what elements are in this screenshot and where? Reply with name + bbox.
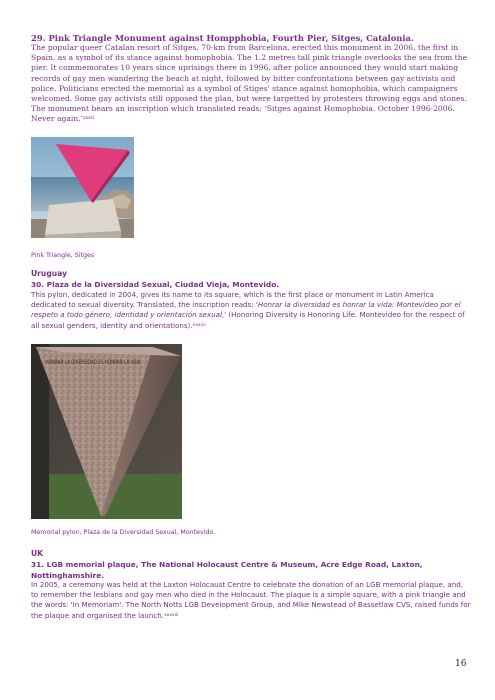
- section-31-body: In 2005, a ceremony was held at the Laxton Holocaust Centre to celebrate the donation of an LGB memorial plaque, and, to remember the lesbians and gay men who died in the Holocaust. The plaque is a simple square, with a pink triangle and the words: 'In Memoriam'. The North Notts LGB Development Group, and Mike Newstead of Bassetlaw CVS, raised funds for the plaque and organised the launch.$^{xxxviii}$: [31, 580, 471, 620]
- section-30-heading: 30. Plaza de la Diversidad Sexual, Ciudad Vieja, Montevido.: [31, 280, 280, 289]
- pylon-inscription: HONRAR LA DIVERSIDAD ES HONRAR LA VIDA: [45, 358, 141, 366]
- section-30-body: This pylon, dedicated in 2004, gives its name to its square, which is the first place or monument in Latin America dedicated to sexual diversity. Translated, the inscription reads: 'Honrar la diversidad es honrar la vida: Montevideo por el respeto a todo género, identidad y orientación sexual,' (Honoring Diversity is Honoring Life. Montevideo for the respect of all sexual genders, identity and orientations).$^{xxxvii}$: [31, 290, 465, 330]
- sitges-photo: [31, 137, 134, 238]
- montevideo-caption: Memorial pylon, Plaza de la Diversidad Sexual, Montevido.: [31, 529, 216, 536]
- montevideo-photo: [31, 344, 182, 519]
- pink-triangle-photo-image: [31, 137, 134, 238]
- footnote-marker: xxxviii: [164, 612, 179, 618]
- footnote-marker: xxxvii: [192, 322, 206, 328]
- country-uruguay: Uruguay: [31, 269, 67, 278]
- section-31-heading: 31. LGB memorial plaque, The National Holocaust Centre & Museum, Acre Edge Road, Laxton, Nottinghamshire.: [31, 560, 423, 580]
- footnote-marker: xxxvi: [83, 116, 95, 122]
- sitges-caption: Pink Triangle, Sitges: [31, 252, 95, 259]
- pylon-photo-image: [31, 344, 182, 519]
- country-uk: UK: [31, 549, 44, 558]
- section-29-heading: 29. Pink Triangle Monument against Hompphobia, Fourth Pier, Sitges, Catalonia.: [31, 33, 414, 43]
- page-number: 16: [455, 659, 467, 669]
- section-29-body: The popular queer Catalan resort of Sitges, 70-km from Barcelona, erected this monument in 2006, the first in Spain, as a symbol of its stance against homophobia. The 1.2 metres tall pink triangle overlooks the sea from the pier. It commemorates 10 years since uprisings there in 1996, after police announced they would start making records of gay men wandering the beach at night, followed by bitter confrontations between gay activists and police. Politicians erected the memorial as a symbol of Stiges' stance against homophobia, which campaigners welcomed. Some gay activists still opposed the plan, but were targetted by protesters throwing eggs and stones. The monument bears an inscription which translated reads: ‘Sitges against Homophobia. October 1996-2006. Never again.’$^{xxxvi}$: [31, 43, 468, 124]
